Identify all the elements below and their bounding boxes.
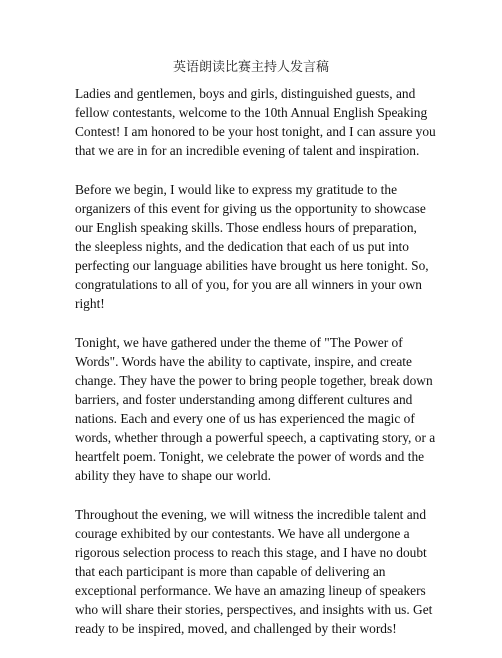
text-line: our English speaking skills. Those endless hours of preparation, xyxy=(75,220,417,235)
text-line: Tonight, we have gathered under the theme of "The Power of xyxy=(75,335,403,350)
text-line: Contest! I am honored to be your host tonight, and I can assure you xyxy=(75,124,436,139)
paragraph xyxy=(75,333,435,485)
text-line: Before we begin, I would like to express my gratitude to the xyxy=(75,182,398,197)
text-line: congratulations to all of you, for you are all winners in your own xyxy=(75,277,422,292)
text-line: courage exhibited by our contestants. We have all undergone a xyxy=(75,526,410,541)
text-line: that each participant is more than capable of delivering an xyxy=(75,564,386,579)
document-body xyxy=(75,84,435,658)
text-line: ability they have to shape our world. xyxy=(75,468,271,483)
text-line: right! xyxy=(75,296,105,311)
text-line: organizers of this event for giving us the opportunity to showcase xyxy=(75,201,426,216)
text-line: fellow contestants, welcome to the 10th Annual English Speaking xyxy=(75,105,428,120)
text-line: barriers, and foster understanding among different cultures and xyxy=(75,392,413,407)
text-line: exceptional performance. We have an amazing lineup of speakers xyxy=(75,583,426,598)
text-line: who will share their stories, perspectives, and insights with us. Get xyxy=(75,602,433,617)
text-line: nations. Each and every one of us has experienced the magic of xyxy=(75,411,415,426)
text-line: perfecting our language abilities have brought us here tonight. So, xyxy=(75,258,429,273)
text-line: Words". Words have the ability to captivate, inspire, and create xyxy=(75,354,412,369)
text-line: heartfelt poem. Tonight, we celebrate the power of words and the xyxy=(75,449,425,464)
text-line: Ladies and gentlemen, boys and girls, distinguished guests, and xyxy=(75,86,416,101)
paragraph xyxy=(75,505,435,638)
text-line: words, whether through a powerful speech, a captivating story, or a xyxy=(75,430,436,445)
text-line: the sleepless nights, and the dedication that each of us put into xyxy=(75,239,409,254)
text-line: Throughout the evening, we will witness the incredible talent and xyxy=(75,507,427,522)
text-line: rigorous selection process to reach this stage, and I have no doubt xyxy=(75,545,427,560)
document-title: 英语朗读比赛主持人发言稿 xyxy=(172,60,329,75)
paragraph xyxy=(75,84,435,160)
paragraph xyxy=(75,180,435,313)
text-line: ready to be inspired, moved, and challenged by their words! xyxy=(75,621,397,636)
text-line: that we are in for an incredible evening of talent and inspiration. xyxy=(75,143,420,158)
text-line: change. They have the power to bring people together, break down xyxy=(75,373,433,388)
